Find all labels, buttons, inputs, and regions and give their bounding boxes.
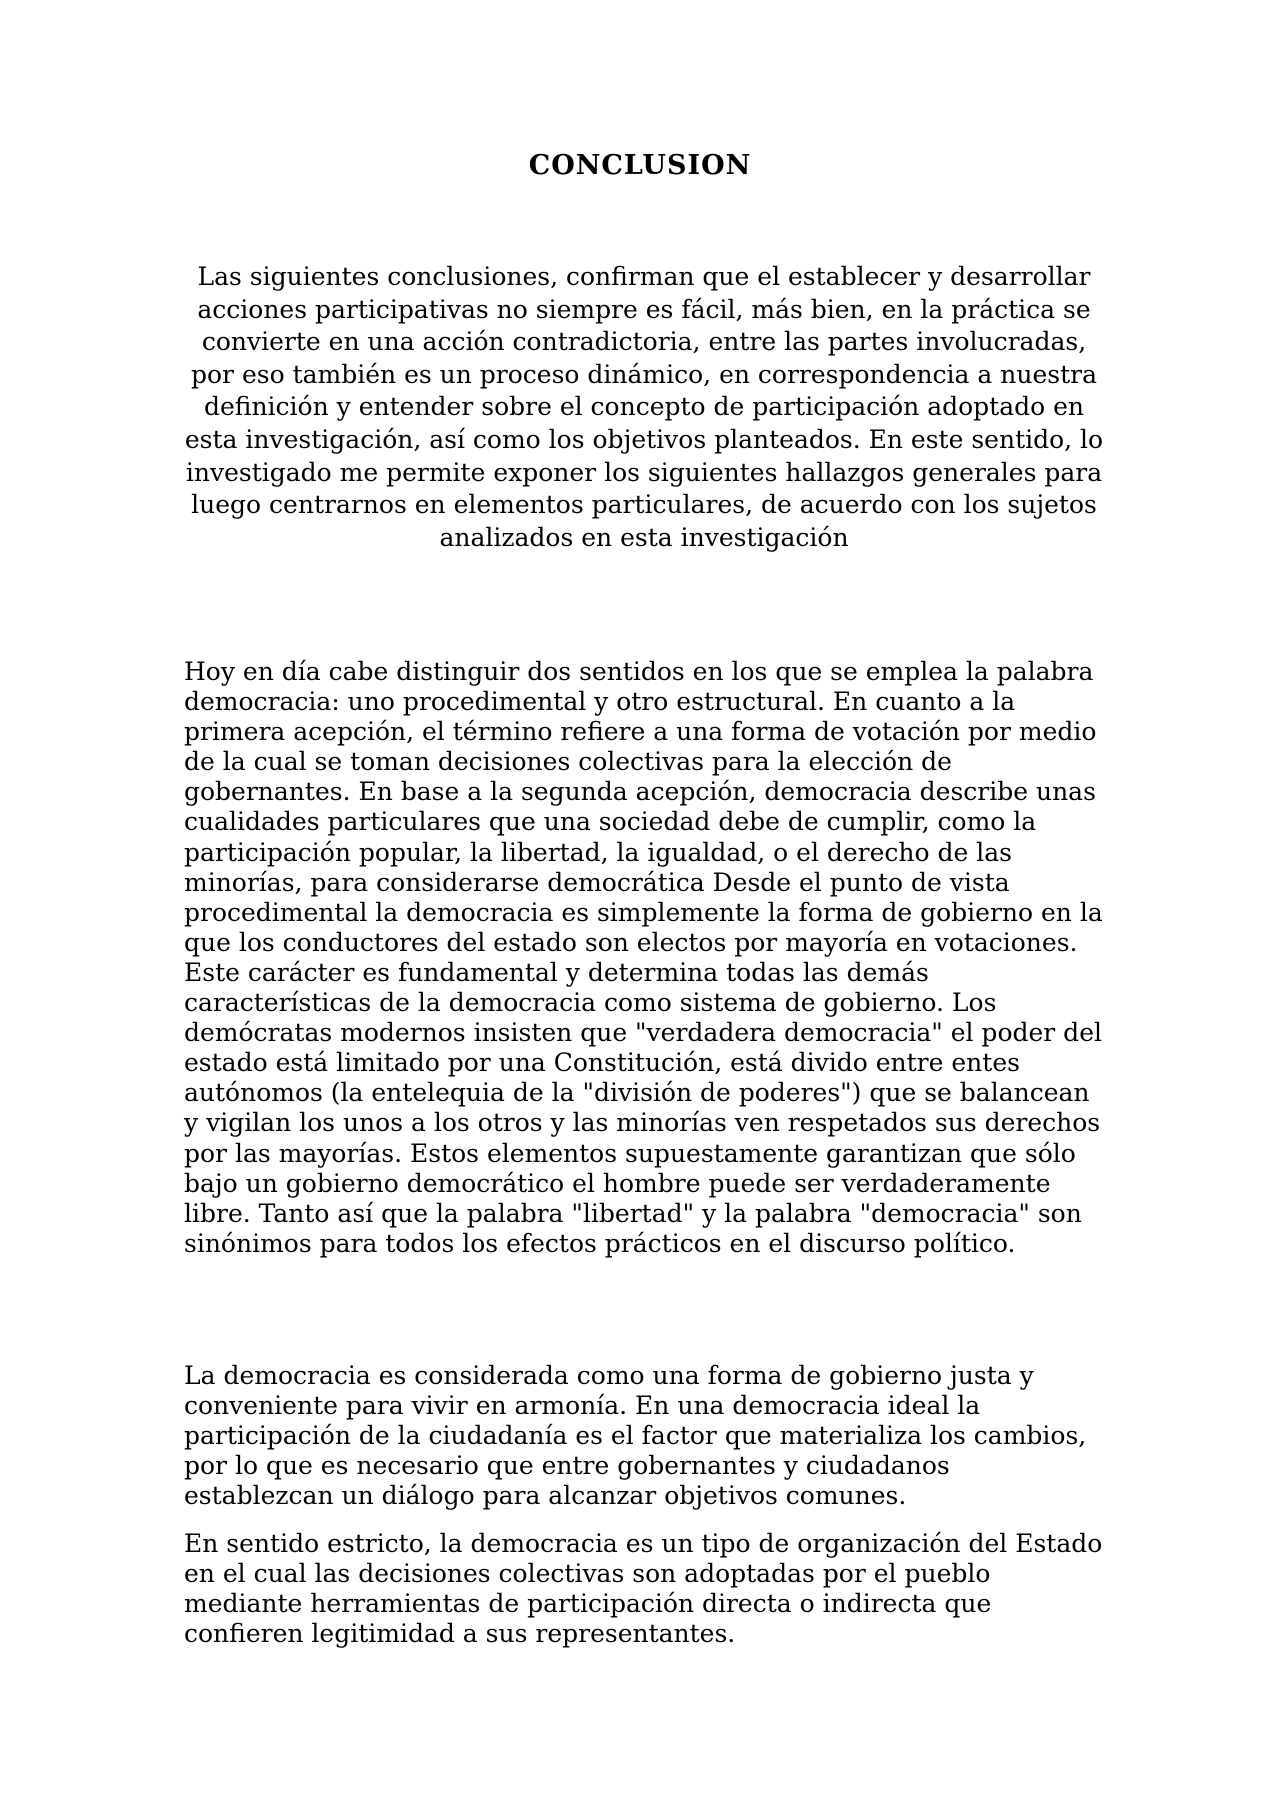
page-title: CONCLUSION [528,150,752,181]
body-paragraph-democracy-senses: Hoy en día cabe distinguir dos sentidos en los que se emplea la palabra democracia: uno procedimental y otro estructural. En cuanto a la primera acepción, el término refiere a una forma de votación por medio de la cual se toman decisiones colectivas para la elección de gobernantes. En base a la segunda acepción, democracia describe unas cualidades particulares que una sociedad debe de cumplir, como la participación popular, la libertad, la igualdad, o el derecho de las minorías, para considerarse democrática Desde el punto de vista procedimental la democracia es simplemente la forma de gobierno en la que los conductores del estado son electos por mayoría en votaciones. Este carácter es fundamental y determina todas las demás características de la democracia como sistema de gobierno. Los demócratas modernos insisten que "verdadera democracia" el poder del estado está limitado por una Constitución, está divido entre entes autónomos (la entelequia de la "división de poderes") que se balancean y vigilan los unos a los otros y las minorías ven respetados sus derechos por las mayorías. Estos elementos supuestamente garantizan que sólo bajo un gobierno democrático el hombre puede ser verdaderamente libre. Tanto así que la palabra "libertad" y la palabra "democracia" son sinónimos para todos los efectos prácticos en el discurso político. [184,657,1103,1258]
intro-paragraph: Las siguientes conclusiones, confirman que el establecer y desarrollar acciones participativas no siempre es fácil, más bien, en la práctica se convierte en una acción contradictoria, entre las partes involucradas, por eso también es un proceso dinámico, en correspondencia a nuestra definición y entender sobre el concepto de participación adoptado en esta investigación, así como los objetivos planteados. En este sentido, lo investigado me permite exponer los siguientes hallazgos generales para luego centrarnos en elementos particulares, de acuerdo con los sujetos analizados en esta investigación [184,262,1104,552]
body-paragraph-strict-sense: En sentido estricto, la democracia es un tipo de organización del Estado en el cual las decisiones colectivas son adoptadas por el pueblo mediante herramientas de participación directa o indirecta que confieren legitimidad a sus representantes. [184,1529,1103,1649]
body-paragraph-democracy-harmony: La democracia es considerada como una forma de gobierno justa y conveniente para vivir en armonía. En una democracia ideal la participación de la ciudadanía es el factor que materializa los cambios, por lo que es necesario que entre gobernantes y ciudadanos establezcan un diálogo para alcanzar objetivos comunes. [184,1361,1087,1511]
